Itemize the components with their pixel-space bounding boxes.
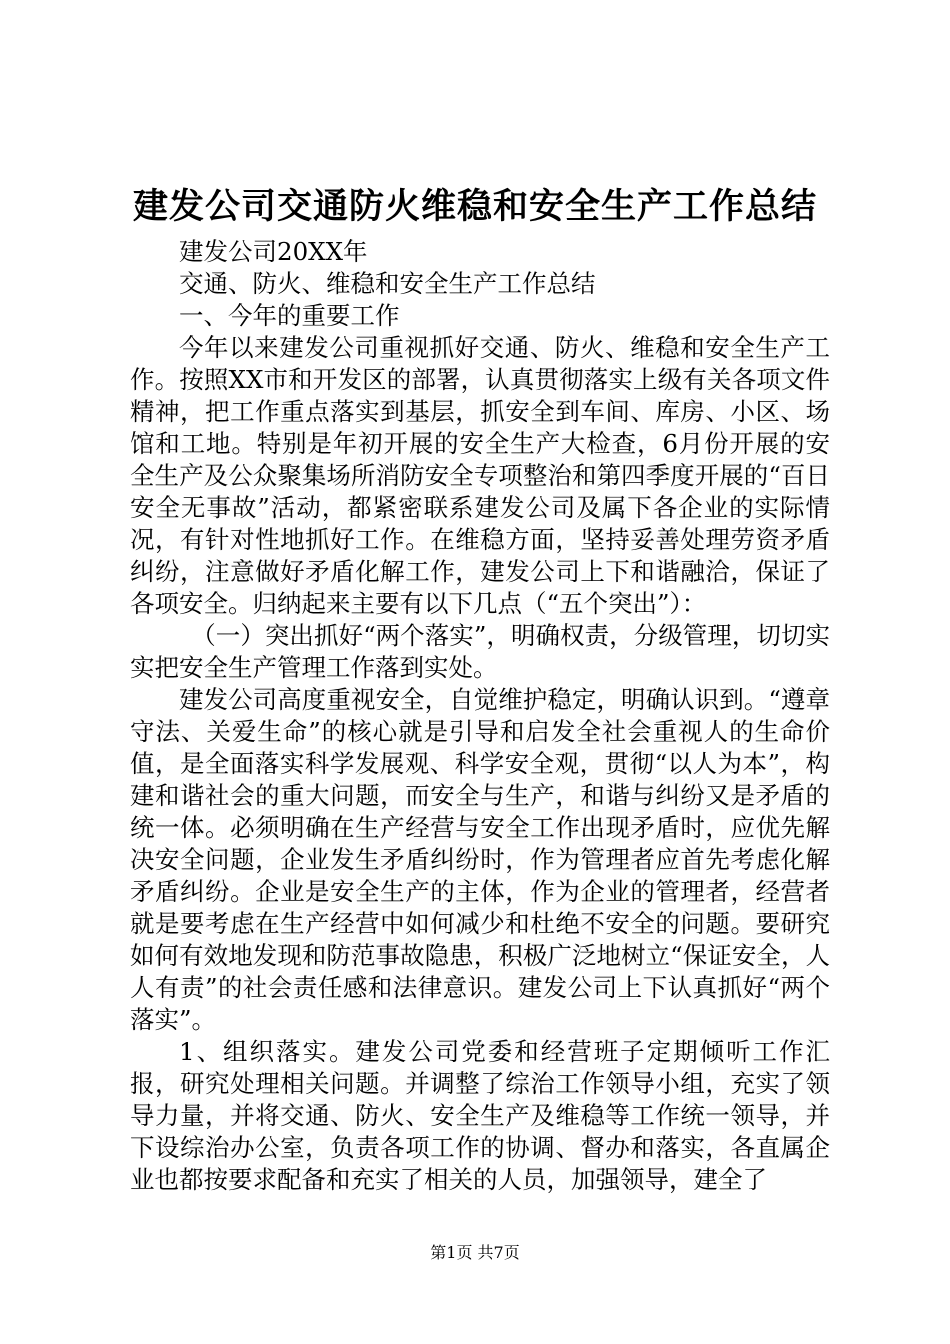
paragraph-subtitle: 交通、防火、维稳和安全生产工作总结 [179,269,596,298]
paragraph-safety-awareness: 建发公司高度重视安全，自觉维护稳定，明确认识到。“遵章守法、关爱生命”的核心就是引导和启发全社会重视人的生命价值，是全面落实科学发展观、科学安全观，贯彻“以人为本”，构建和谐社会的重大问题，而安全与生产，和谐与纠纷又是矛盾的统一体。必须明确在生产经营与安全工作出现矛盾时，应优先解决安全问题，企业发生矛盾纠纷时，作为管理者应首先考虑化解矛盾纠纷。企业是安全生产的主体，作为企业的管理者，经营者就是要考虑在生产经营中如何减少和杜绝不安全的问题。要研究如何有效地发现和防范事故隐患，积极广泛地树立“保证安全，人人有责”的社会责任感和法律意识。建发公司上下认真抓好“两个落实”。 [130,685,830,1034]
subsection-heading-1: （一）突出抓好“两个落实”，明确权责，分级管理，切切实实把安全生产管理工作落到实处。 [130,621,830,682]
section-heading-1: 一、今年的重要工作 [179,301,400,330]
document-title: 建发公司交通防火维稳和安全生产工作总结 [132,186,817,227]
document-body [130,236,830,1196]
page-footer: 第1页 共7页 [430,1243,520,1262]
paragraph-overview: 今年以来建发公司重视抓好交通、防火、维稳和安全生产工作。按照XX市和开发区的部署，认真贯彻落实上级有关各项文件精神，把工作重点落实到基层，抓安全到车间、库房、小区、场馆和工地。特别是年初开展的安全生产大检查，6月份开展的安全生产及公众聚集场所消防安全专项整治和第四季度开展的“百日安全无事故”活动，都紧密联系建发公司及属下各企业的实际情况，有针对性地抓好工作。在维稳方面，坚持妥善处理劳资矛盾纠纷，注意做好矛盾化解工作，建发公司上下和谐融洽，保证了各项安全。归纳起来主要有以下几点（“五个突出”）： [130,333,830,618]
paragraph-company-year: 建发公司20XX年 [179,237,368,266]
paragraph-organization: 1、组织落实。建发公司党委和经营班子定期倾听工作汇报，研究处理相关问题。并调整了综治工作领导小组，充实了领导力量，并将交通、防火、安全生产及维稳等工作统一领导，并下设综治办公室，负责各项工作的协调、督办和落实，各直属企业也都按要求配备和充实了相关的人员，加强领导，建全了 [130,1037,830,1194]
